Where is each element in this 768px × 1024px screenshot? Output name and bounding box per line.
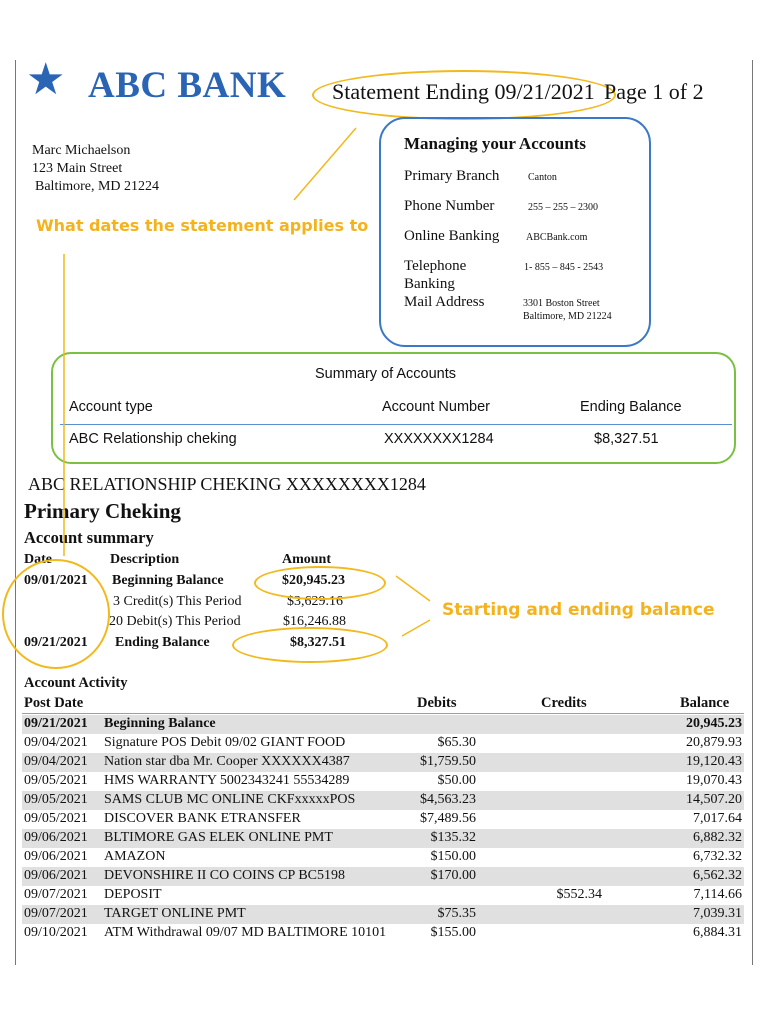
acct-sum-col-date: Date xyxy=(24,552,52,567)
summary-title: Summary of Accounts xyxy=(315,366,457,382)
balance-cell: 7,114.66 xyxy=(693,887,742,902)
post-date-cell: 09/10/2021 xyxy=(24,925,88,940)
balance-cell: 6,882.32 xyxy=(693,830,742,845)
telephone-banking-label-1: Telephone xyxy=(404,258,467,274)
customer-name: Marc Michaelson xyxy=(32,143,131,158)
summary-account-type: ABC Relationship cheking xyxy=(69,431,237,447)
description-cell: DEVONSHIRE II CO COINS CP BC5198 xyxy=(104,868,346,883)
debit-cell: $170.00 xyxy=(430,868,476,883)
table-row xyxy=(22,886,744,905)
post-date-cell: 09/04/2021 xyxy=(24,735,88,750)
description-cell: AMAZON xyxy=(104,849,166,864)
debits-desc: 20 Debit(s) This Period xyxy=(109,614,241,629)
online-banking-value: ABCBank.com xyxy=(526,232,588,243)
online-banking-label: Online Banking xyxy=(404,228,500,244)
post-date-cell: 09/05/2021 xyxy=(24,792,88,807)
summary-col-ending-balance: Ending Balance xyxy=(580,399,682,415)
balance-cell: 19,120.43 xyxy=(686,754,742,769)
post-date-cell: 09/07/2021 xyxy=(24,906,88,921)
description-cell: TARGET ONLINE PMT xyxy=(104,906,246,921)
end-desc: Ending Balance xyxy=(115,635,210,650)
balance-cell: 6,562.32 xyxy=(693,868,742,883)
post-date-cell: 09/04/2021 xyxy=(24,754,88,769)
description-cell: DEPOSIT xyxy=(104,887,162,902)
balance-annotation: Starting and ending balance xyxy=(442,600,715,620)
mail-address-label: Mail Address xyxy=(404,294,485,310)
acct-sum-col-amount: Amount xyxy=(282,552,332,567)
post-date-cell: 09/05/2021 xyxy=(24,773,88,788)
bank-name: ABC BANK xyxy=(88,65,287,106)
post-date-cell: 09/05/2021 xyxy=(24,811,88,826)
summary-col-account-number: Account Number xyxy=(382,399,490,415)
credits-amount: $3,629.16 xyxy=(287,594,343,609)
description-cell: Nation star dba Mr. Cooper XXXXXX4387 xyxy=(104,754,350,769)
debit-cell: $150.00 xyxy=(430,849,476,864)
acct-sum-col-description: Description xyxy=(110,552,180,567)
table-row xyxy=(22,905,744,924)
page-indicator: Page 1 of 2 xyxy=(604,79,704,104)
table-row xyxy=(22,734,744,753)
table-row xyxy=(22,715,744,734)
telephone-banking-label-2: Banking xyxy=(404,276,455,292)
begin-date: 09/01/2021 xyxy=(24,573,88,588)
description-cell: BLTIMORE GAS ELEK ONLINE PMT xyxy=(104,830,333,845)
post-date-cell: 09/06/2021 xyxy=(24,849,88,864)
customer-city: Baltimore, MD 21224 xyxy=(35,179,160,194)
account-summary-title: Account summary xyxy=(24,528,154,547)
dates-annotation: What dates the statement applies to xyxy=(36,216,369,235)
table-row xyxy=(22,867,744,886)
star-logo-icon: ★ xyxy=(26,55,66,104)
summary-ending-balance: $8,327.51 xyxy=(594,431,659,447)
balance-cell: 20,879.93 xyxy=(686,735,742,750)
customer-street: 123 Main Street xyxy=(32,161,123,176)
activity-col-credits: Credits xyxy=(541,695,587,711)
phone-value: 255 – 255 – 2300 xyxy=(528,202,598,213)
balance-cell: 6,884.31 xyxy=(693,925,742,940)
table-row xyxy=(22,848,744,867)
activity-col-post-date: Post Date xyxy=(24,695,84,711)
debit-cell: $135.32 xyxy=(430,830,476,845)
table-row xyxy=(22,829,744,848)
credits-desc: 3 Credit(s) This Period xyxy=(113,594,242,609)
end-amount: $8,327.51 xyxy=(290,635,346,650)
description-cell: SAMS CLUB MC ONLINE CKFxxxxxPOS xyxy=(104,792,356,807)
debit-cell: $4,563.23 xyxy=(420,792,476,807)
balance-cell: 14,507.20 xyxy=(686,792,742,807)
table-row xyxy=(22,791,744,810)
end-date: 09/21/2021 xyxy=(24,635,88,650)
description-cell: DISCOVER BANK ETRANSFER xyxy=(104,811,301,826)
mail-address-line-2: Baltimore, MD 21224 xyxy=(523,311,612,322)
summary-account-number: XXXXXXXX1284 xyxy=(384,431,494,447)
balance-cell: 20,945.23 xyxy=(686,716,742,731)
statement-ending: Statement Ending 09/21/2021 xyxy=(332,79,595,104)
description-cell: ATM Withdrawal 09/07 MD BALTIMORE 10101 xyxy=(104,925,387,940)
debit-cell: $1,759.50 xyxy=(420,754,476,769)
table-row xyxy=(22,753,744,772)
balance-cell: 6,732.32 xyxy=(693,849,742,864)
balance-cell: 19,070.43 xyxy=(686,773,742,788)
debit-cell: $65.30 xyxy=(437,735,476,750)
phone-label: Phone Number xyxy=(404,198,495,214)
begin-amount: $20,945.23 xyxy=(282,573,345,588)
primary-cheking-title: Primary Cheking xyxy=(24,499,181,523)
debit-cell: $50.00 xyxy=(437,773,476,788)
mail-address-line-1: 3301 Boston Street xyxy=(523,298,600,309)
description-cell: Beginning Balance xyxy=(104,716,216,731)
description-cell: Signature POS Debit 09/02 GIANT FOOD xyxy=(104,735,346,750)
post-date-cell: 09/07/2021 xyxy=(24,887,88,902)
managing-title: Managing your Accounts xyxy=(404,134,586,153)
credit-cell: $552.34 xyxy=(556,887,602,902)
post-date-cell: 09/06/2021 xyxy=(24,868,88,883)
debits-amount: $16,246.88 xyxy=(283,614,346,629)
post-date-cell: 09/06/2021 xyxy=(24,830,88,845)
begin-desc: Beginning Balance xyxy=(112,573,224,588)
activity-col-balance: Balance xyxy=(680,695,730,711)
primary-branch-value: Canton xyxy=(528,172,557,183)
description-cell: HMS WARRANTY 5002343241 55534289 xyxy=(104,773,350,788)
primary-branch-label: Primary Branch xyxy=(404,168,500,184)
post-date-cell: 09/21/2021 xyxy=(24,716,88,731)
debit-cell: $7,489.56 xyxy=(420,811,476,826)
table-row xyxy=(22,810,744,829)
balance-cell: 7,017.64 xyxy=(693,811,742,826)
summary-col-account-type: Account type xyxy=(69,399,153,415)
account-header: ABC RELATIONSHIP CHEKING XXXXXXXX1284 xyxy=(28,474,426,494)
account-activity-title: Account Activity xyxy=(24,675,128,691)
balance-cell: 7,039.31 xyxy=(693,906,742,921)
activity-col-debits: Debits xyxy=(417,695,457,711)
telephone-banking-value: 1- 855 – 845 - 2543 xyxy=(524,262,604,273)
table-row xyxy=(22,924,744,943)
table-row xyxy=(22,772,744,791)
debit-cell: $75.35 xyxy=(437,906,476,921)
debit-cell: $155.00 xyxy=(430,925,476,940)
activity-header-rule xyxy=(22,713,744,714)
